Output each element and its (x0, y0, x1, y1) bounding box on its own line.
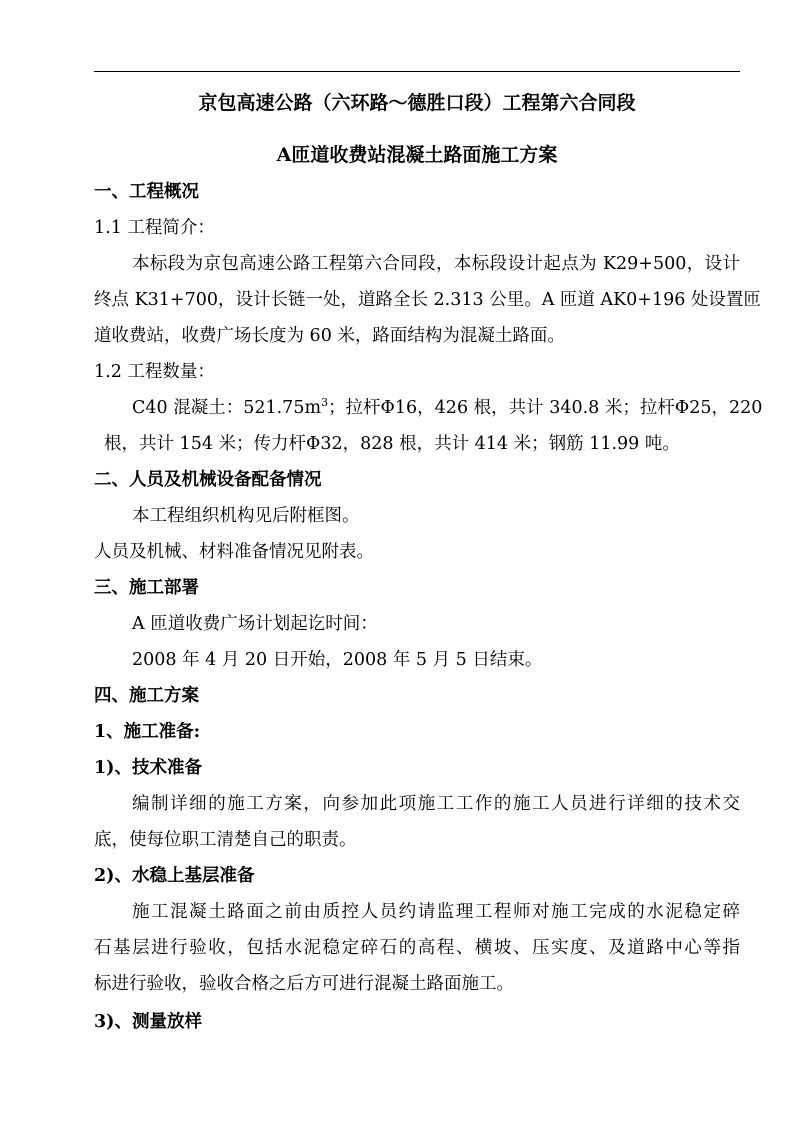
paragraph-line: 人员及机械、材料准备情况见附表。 (94, 542, 374, 562)
paragraph-line: 施工混凝土路面之前由质控人员约请监理工程师对施工完成的水泥稳定碎 (132, 902, 740, 922)
paragraph-line: 标进行验收，验收合格之后方可进行混凝土路面施工。 (94, 974, 514, 994)
subsection-heading-survey: 3)、测量放样 (94, 1012, 202, 1032)
paragraph-line: 本工程组织机构见后附框图。 (132, 506, 360, 526)
paragraph-line: 石基层进行验收，包括水泥稳定碎石的高程、横坡、压实度、及道路中心等指 (94, 938, 740, 958)
section-heading-deployment: 三、施工部署 (94, 578, 199, 598)
subsection-heading-quantities: 1.2 工程数量： (94, 362, 215, 382)
quantities-concrete: C40 混凝土：521.75m (132, 398, 322, 418)
subsection-heading-preparation: 1、施工准备: (94, 722, 201, 742)
quantities-rebar: ；拉杆Φ16，426 根，共计 340.8 米；拉杆Φ25，220 (328, 398, 763, 418)
section-heading-overview: 一、工程概况 (94, 182, 199, 202)
header-rule (94, 71, 740, 72)
paragraph-line: 底，使每位职工清楚自己的职责。 (94, 830, 357, 850)
paragraph-line: 2008 年 4 月 20 日开始，2008 年 5 月 5 日结束。 (132, 650, 543, 670)
document-title: 京包高速公路（六环路～德胜口段）工程第六合同段 (198, 92, 636, 114)
paragraph-line: 根，共计 154 米；传力杆Φ32，828 根，共计 414 米；钢筋 11.99 吨。 (104, 434, 680, 454)
cubic-superscript: 3 (321, 396, 329, 410)
subsection-heading-technical: 1)、技术准备 (94, 758, 202, 778)
paragraph-line: 道收费站，收费广场长度为 60 米，路面结构为混凝土路面。 (94, 326, 565, 346)
paragraph-line: 编制详细的施工方案，向参加此项施工工作的施工人员进行详细的技术交 (132, 794, 740, 814)
section-heading-personnel: 二、人员及机械设备配备情况 (94, 470, 322, 490)
section-heading-plan: 四、施工方案 (94, 686, 199, 706)
subsection-heading-base-layer: 2)、水稳上基层准备 (94, 866, 255, 886)
paragraph-line: 本标段为京包高速公路工程第六合同段，本标段设计起点为 K29+500，设计 (132, 254, 740, 274)
paragraph-line: 终点 K31+700，设计长链一处，道路全长 2.313 公里。A 匝道 AK0+196 处设置匝 (94, 290, 761, 310)
document-subtitle: A匝道收费站混凝土路面施工方案 (276, 144, 558, 166)
quantities-line (132, 394, 763, 419)
subsection-heading-intro: 1.1 工程简介： (94, 218, 215, 238)
paragraph-line: A 匝道收费广场计划起讫时间： (132, 614, 378, 634)
